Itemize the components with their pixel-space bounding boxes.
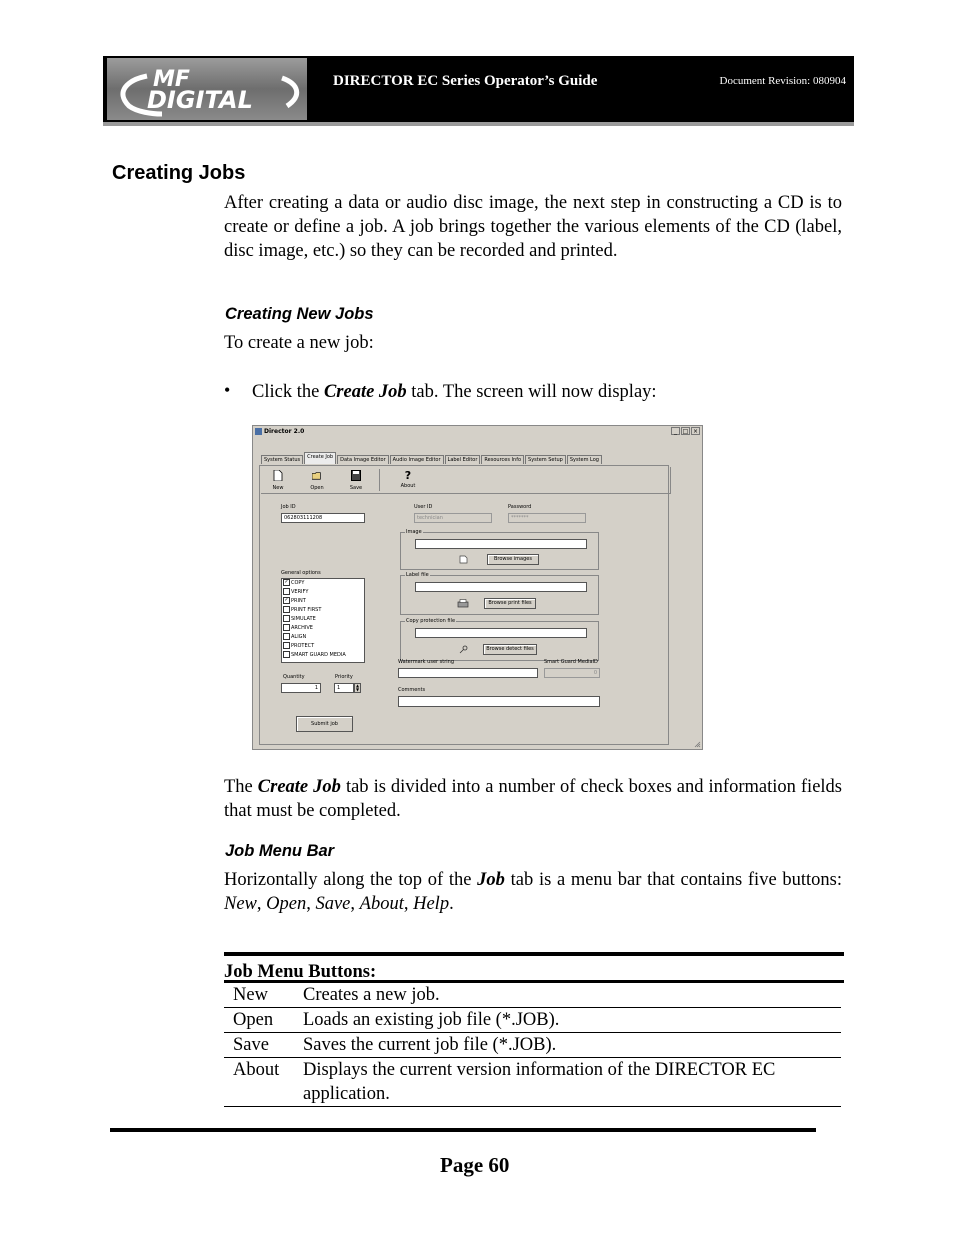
quantity-field[interactable]: 1 [281, 683, 321, 693]
tab-resources-info[interactable]: Resources Info [481, 455, 524, 464]
checkbox[interactable]: ✓ [284, 579, 289, 585]
bullet-text [252, 380, 812, 404]
toolbar-divider [379, 469, 380, 491]
para2-pre: The [224, 777, 258, 797]
option-item[interactable] [282, 615, 364, 624]
new-document-icon [273, 470, 283, 481]
table-row [224, 1033, 841, 1058]
footer-rule [110, 1128, 816, 1132]
label-file-group [400, 572, 599, 615]
option-item[interactable] [282, 579, 364, 588]
label-file-group-label: Label file [406, 572, 429, 578]
table-cell-name: New [233, 985, 268, 1005]
save-disk-icon [351, 470, 361, 481]
printer-icon [457, 599, 469, 608]
para3-sep: , [403, 894, 414, 914]
checkbox[interactable] [283, 642, 290, 649]
para3-new: New [224, 894, 257, 914]
director-window-screenshot [252, 425, 703, 750]
job-menu-description [224, 868, 842, 916]
job-menu-buttons-table [224, 952, 844, 1107]
option-item[interactable] [282, 606, 364, 615]
browse-detect-files-button[interactable]: Browse detect files [483, 644, 537, 655]
new-button[interactable] [267, 470, 289, 491]
label-file-field[interactable] [415, 582, 587, 592]
smart-guard-label: Smart Guard MediaID [544, 659, 598, 665]
create-job-description [224, 775, 842, 823]
option-label: SIMULATE [291, 616, 316, 622]
open-folder-icon [312, 470, 322, 481]
checkbox[interactable] [283, 588, 290, 595]
table-cell-desc: Saves the current job file (*.JOB). [303, 1035, 557, 1055]
document-title: DIRECTOR EC Series Operator’s Guide [333, 73, 598, 89]
general-options-label: General options [281, 570, 321, 576]
about-button[interactable] [397, 470, 419, 489]
tab-create-job[interactable]: Create Job [304, 452, 336, 464]
table-cell-name: Open [233, 1010, 274, 1030]
option-label: COPY [291, 580, 305, 586]
option-label: PROTECT [291, 643, 315, 649]
para2-post: tab is divided into a number of check boxes and information fields that must be completed. [224, 777, 842, 821]
app-icon [255, 428, 262, 435]
table-cell-desc: Loads an existing job file (*.JOB). [303, 1010, 560, 1030]
option-label: SMART GUARD MEDIA [291, 652, 346, 658]
open-label: Open [310, 485, 324, 491]
table-row [224, 983, 841, 1008]
tab-label-editor[interactable]: Label Editor [445, 455, 481, 464]
option-item[interactable] [282, 633, 364, 642]
table-row [224, 1008, 841, 1033]
job-id-label: Job ID [281, 504, 296, 510]
save-label: Save [349, 485, 363, 491]
checkbox[interactable] [283, 615, 290, 622]
bullet-pre: Click the [252, 382, 324, 402]
bullet-marker: • [224, 380, 231, 400]
table-cell-name: About [233, 1060, 280, 1080]
general-options-list[interactable] [281, 578, 365, 663]
para3-sep: , [256, 894, 267, 914]
browse-print-files-button[interactable]: Browse print files [484, 598, 536, 609]
section-title: Creating Jobs [112, 162, 246, 184]
option-label: PRINT [291, 598, 306, 604]
tab-bar [261, 455, 603, 464]
logo-text-bottom: DIGITAL [147, 86, 253, 114]
para3-sep: , [306, 894, 316, 914]
tab-audio-image-editor[interactable]: Audio Image Editor [390, 455, 444, 464]
window-controls [671, 427, 700, 435]
option-item[interactable] [282, 597, 364, 606]
para3-emph: Job [477, 870, 505, 890]
image-group-label: Image [406, 529, 422, 535]
checkbox[interactable] [283, 633, 290, 640]
page-number: Page 60 [440, 1153, 510, 1177]
image-file-icon [459, 555, 468, 564]
create-job-panel [259, 465, 669, 745]
submit-job-button[interactable]: Submit job [296, 716, 353, 732]
para3-help: Help [413, 894, 450, 914]
user-id-label: User ID [414, 504, 433, 510]
copy-protection-group-label: Copy protection file [406, 618, 456, 624]
table-cell-name: Save [233, 1035, 269, 1055]
para3-end: . [449, 894, 454, 914]
key-icon [459, 645, 468, 654]
option-label: ARCHIVE [291, 625, 313, 631]
resize-grip-icon[interactable] [694, 741, 701, 748]
image-path-field[interactable] [415, 539, 587, 549]
copy-protection-field[interactable] [415, 628, 587, 638]
open-button[interactable] [306, 470, 328, 491]
option-item[interactable] [282, 624, 364, 633]
about-label: About [400, 483, 416, 489]
close-icon[interactable]: × [692, 428, 699, 435]
option-item[interactable] [282, 588, 364, 597]
instruction-text: To create a new job: [224, 333, 374, 353]
password-label: Password [508, 504, 532, 510]
tab-system-setup[interactable]: System Setup [525, 455, 566, 464]
table-cell-desc: Displays the current version information of the DIRECTOR EC application. [303, 1060, 776, 1104]
document-revision: Document Revision: 080904 [719, 75, 846, 87]
option-item[interactable] [282, 651, 364, 660]
subsection-title-new-jobs: Creating New Jobs [225, 305, 374, 323]
watermark-field[interactable] [398, 668, 538, 678]
minimize-icon[interactable]: _ [671, 427, 680, 435]
para3-open: Open [266, 894, 307, 914]
quantity-label: Quantity [283, 674, 305, 680]
comments-label: Comments [398, 687, 426, 693]
tab-data-image-editor[interactable]: Data Image Editor [337, 455, 389, 464]
table-cell-desc: Creates a new job. [303, 985, 440, 1005]
new-label: New [272, 485, 284, 491]
browse-images-button[interactable]: Browse images [487, 554, 539, 565]
image-group [400, 529, 599, 570]
watermark-label: Watermark user string [398, 659, 455, 665]
job-id-field[interactable]: 062803111208 [281, 513, 365, 523]
para3-about: About [359, 894, 404, 914]
table-heading: Job Menu Buttons: [224, 962, 377, 982]
option-label: PRINT FIRST [291, 607, 322, 613]
save-button[interactable] [345, 470, 367, 491]
help-question-icon: ? [404, 469, 412, 482]
bullet-emph: Create Job [323, 382, 407, 402]
tab-system-log[interactable]: System Log [567, 455, 602, 464]
user-id-select[interactable]: technician [414, 513, 492, 523]
priority-field[interactable]: 1 [334, 683, 354, 693]
intro-paragraph: After creating a data or audio disc image, the next step in constructing a CD is to create or define a job. A job brings together the various elements of the CD (label, disc image, etc.) so they can be recorded and printed. [224, 193, 842, 261]
priority-spinner[interactable]: ▲ ▼ [355, 683, 360, 692]
option-label: VERIFY [291, 589, 309, 595]
bullet-post: tab. The screen will now display: [406, 382, 657, 402]
header-banner [103, 56, 854, 126]
para3-pre: Horizontally along the top of the [224, 870, 478, 890]
maximize-icon[interactable]: □ [682, 428, 689, 435]
mf-digital-logo [107, 58, 307, 120]
option-label: ALIGN [291, 634, 307, 640]
tab-system-status[interactable]: System Status [261, 455, 303, 464]
subsection-title-job-menu-bar: Job Menu Bar [225, 842, 335, 860]
checkbox[interactable]: ✓ [284, 597, 289, 603]
checkbox[interactable] [283, 606, 290, 613]
comments-field[interactable] [398, 696, 600, 707]
password-field[interactable]: ******* [508, 513, 586, 523]
smart-guard-field[interactable]: 0 [544, 668, 600, 678]
checkbox[interactable] [283, 651, 290, 658]
checkbox[interactable] [283, 624, 290, 631]
priority-label: Priority [335, 674, 353, 680]
para3-mid: tab is a menu bar that contains five buttons: [504, 870, 842, 890]
job-toolbar [261, 467, 671, 494]
mf-digital-logo-graphic [107, 58, 307, 120]
para3-sep: , [350, 894, 360, 914]
window-titlebar [253, 426, 702, 438]
option-item[interactable] [282, 642, 364, 651]
copy-protection-group [400, 618, 599, 661]
window-title: Director 2.0 [264, 428, 305, 435]
para3-save: Save [315, 894, 351, 914]
logo-text-top: MF [153, 67, 190, 92]
para2-emph: Create Job [257, 777, 341, 797]
table-row [224, 1058, 841, 1107]
